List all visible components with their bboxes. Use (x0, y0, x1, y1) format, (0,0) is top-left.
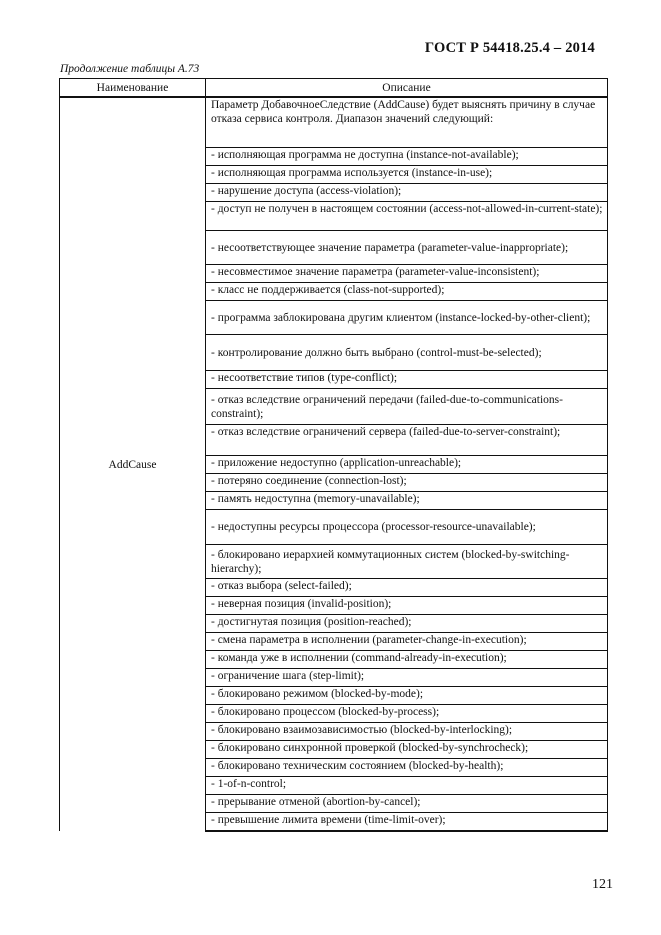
parameters-table (59, 78, 608, 832)
description-cell: - отказ выбора (select-failed); (206, 579, 608, 597)
page-number: 121 (592, 877, 613, 892)
description-cell: - блокировано синхронной проверкой (blocked-by-synchrocheck); (206, 741, 608, 759)
description-cell: - программа заблокирована другим клиентом (instance-locked-by-other-client); (206, 301, 608, 335)
description-cell: - команда уже в исполнении (command-already-in-execution); (206, 651, 608, 669)
description-cell: - исполняющая программа используется (instance-in-use); (206, 166, 608, 184)
description-cell: - приложение недоступно (application-unreachable); (206, 456, 608, 474)
description-cell: - смена параметра в исполнении (parameter-change-in-execution); (206, 633, 608, 651)
table-continuation-caption: Продолжение таблицы А.73 (60, 63, 200, 75)
table-header-row (60, 79, 608, 98)
description-cell: - исполняющая программа не доступна (instance-not-available); (206, 148, 608, 166)
description-cell: - блокировано техническим состоянием (blocked-by-health); (206, 759, 608, 777)
description-cell: Параметр ДобавочноеСледствие (AddCause) будет выяснять причину в случае отказа сервиса контроля. Диапазон значений следующий: (206, 97, 608, 148)
column-header-name: Наименование (60, 79, 206, 98)
column-header-description: Описание (206, 79, 608, 98)
description-cell: - несовместимое значение параметра (parameter-value-inconsistent); (206, 265, 608, 283)
table-row (60, 97, 608, 148)
description-cell: - потеряно соединение (connection-lost); (206, 474, 608, 492)
description-cell: - доступ не получен в настоящем состоянии (access-not-allowed-in-current-state); (206, 202, 608, 231)
description-cell: - недоступны ресурсы процессора (processor-resource-unavailable); (206, 510, 608, 545)
table-body (60, 97, 608, 831)
description-cell: - ограничение шага (step-limit); (206, 669, 608, 687)
description-cell: - память недоступна (memory-unavailable); (206, 492, 608, 510)
description-cell: - отказ вследствие ограничений сервера (failed-due-to-server-constraint); (206, 425, 608, 456)
description-cell: - прерывание отменой (abortion-by-cancel); (206, 795, 608, 813)
parameter-name-cell: AddCause (60, 97, 206, 831)
description-cell: - превышение лимита времени (time-limit-over); (206, 813, 608, 832)
description-cell: - нарушение доступа (access-violation); (206, 184, 608, 202)
description-cell: - несоответствие типов (type-conflict); (206, 371, 608, 389)
description-cell: - блокировано иерархией коммутационных систем (blocked-by-switching-hierarchy); (206, 545, 608, 579)
description-cell: - контролирование должно быть выбрано (control-must-be-selected); (206, 335, 608, 371)
description-cell: - блокировано процессом (blocked-by-process); (206, 705, 608, 723)
description-cell: - класс не поддерживается (class-not-supported); (206, 283, 608, 301)
description-cell: - блокировано режимом (blocked-by-mode); (206, 687, 608, 705)
standard-header: ГОСТ Р 54418.25.4 – 2014 (424, 40, 595, 56)
description-cell: - несоответствующее значение параметра (parameter-value-inappropriate); (206, 231, 608, 265)
description-cell: - блокировано взаимозависимостью (blocked-by-interlocking); (206, 723, 608, 741)
description-cell: - 1-of-n-control; (206, 777, 608, 795)
description-cell: - отказ вследствие ограничений передачи (failed-due-to-communications-constraint); (206, 389, 608, 425)
description-cell: - достигнутая позиция (position-reached); (206, 615, 608, 633)
description-cell: - неверная позиция (invalid-position); (206, 597, 608, 615)
